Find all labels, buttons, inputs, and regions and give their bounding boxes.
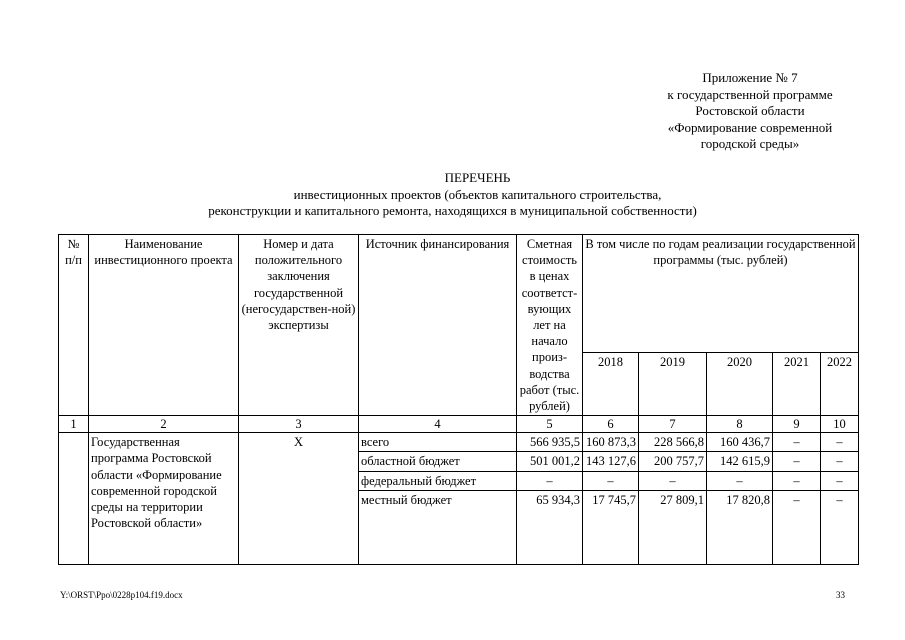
- funding-source: местный бюджет: [359, 490, 517, 564]
- funding-source: всего: [359, 433, 517, 452]
- appendix-line: к государственной программе: [667, 86, 833, 102]
- title-line: реконструкции и капитального ремонта, находящихся в муниципальной собственности): [208, 203, 697, 218]
- year-cell: –: [821, 490, 859, 564]
- column-number: 4: [359, 416, 517, 433]
- year-cell: 27 809,1: [639, 490, 707, 564]
- column-number: 8: [707, 416, 773, 433]
- column-number: 3: [239, 416, 359, 433]
- header-row: [59, 235, 859, 353]
- title-heading: ПЕРЕЧЕНЬ: [444, 170, 511, 185]
- column-number: 7: [639, 416, 707, 433]
- funding-source: федеральный бюджет: [359, 471, 517, 490]
- appendix-block: [630, 70, 870, 153]
- header-name: Наименование инвестиционного проекта: [89, 235, 239, 416]
- header-source: Источник финансирования: [359, 235, 517, 416]
- header-cost: Сметная стоимость в ценах соответст-вующих лет на начало произ-водства работ (тыс. рублей): [517, 235, 583, 416]
- project-name: Государственная программа Ростовской области «Формирование современной городской среды на территории Ростовской области»: [89, 433, 239, 565]
- header-year: 2022: [821, 352, 859, 416]
- year-cell: –: [773, 490, 821, 564]
- funding-source: областной бюджет: [359, 452, 517, 471]
- column-number: 6: [583, 416, 639, 433]
- column-number: 5: [517, 416, 583, 433]
- year-cell: –: [707, 471, 773, 490]
- title-line: инвестиционных проектов (объектов капитального строительства,: [293, 186, 662, 202]
- year-cell: 200 757,7: [639, 452, 707, 471]
- footer-page-number: 33: [836, 590, 845, 600]
- year-cell: –: [773, 471, 821, 490]
- header-expertise: Номер и дата положительного заключения государственной (негосударствен-ной) экспертизы: [239, 235, 359, 416]
- header-num: № п/п: [59, 235, 89, 416]
- column-number: 9: [773, 416, 821, 433]
- year-cell: –: [821, 452, 859, 471]
- year-cell: –: [583, 471, 639, 490]
- table-row: [59, 433, 859, 452]
- year-cell: –: [821, 471, 859, 490]
- investment-projects-table: [58, 234, 859, 565]
- footer-file-path: Y:\ORST\Ppo\0228p104.f19.docx: [60, 590, 183, 600]
- header-year: 2020: [707, 352, 773, 416]
- project-num-cell: [59, 433, 89, 565]
- appendix-line: Приложение № 7: [702, 70, 798, 85]
- year-cell: –: [773, 452, 821, 471]
- column-number: 10: [821, 416, 859, 433]
- year-cell: 160 873,3: [583, 433, 639, 452]
- year-cell: –: [773, 433, 821, 452]
- column-numbers-row: [59, 416, 859, 433]
- cost-cell: 566 935,5: [517, 433, 583, 452]
- header-years-group: В том числе по годам реализации государственной программы (тыс. рублей): [583, 235, 859, 353]
- cost-cell: 501 001,2: [517, 452, 583, 471]
- appendix-line: «Формирование современной: [667, 119, 833, 135]
- document-title: [0, 170, 905, 220]
- column-number: 2: [89, 416, 239, 433]
- column-number: 1: [59, 416, 89, 433]
- year-cell: 17 820,8: [707, 490, 773, 564]
- appendix-line: Ростовской области: [695, 103, 805, 118]
- cost-cell: 65 934,3: [517, 490, 583, 564]
- year-cell: 143 127,6: [583, 452, 639, 471]
- year-cell: –: [821, 433, 859, 452]
- cost-cell: –: [517, 471, 583, 490]
- year-cell: 228 566,8: [639, 433, 707, 452]
- year-cell: –: [639, 471, 707, 490]
- project-expertise: Х: [239, 433, 359, 565]
- header-year: 2018: [583, 352, 639, 416]
- header-year: 2021: [773, 352, 821, 416]
- year-cell: 160 436,7: [707, 433, 773, 452]
- header-year: 2019: [639, 352, 707, 416]
- appendix-line: городской среды»: [700, 136, 800, 151]
- year-cell: 17 745,7: [583, 490, 639, 564]
- year-cell: 142 615,9: [707, 452, 773, 471]
